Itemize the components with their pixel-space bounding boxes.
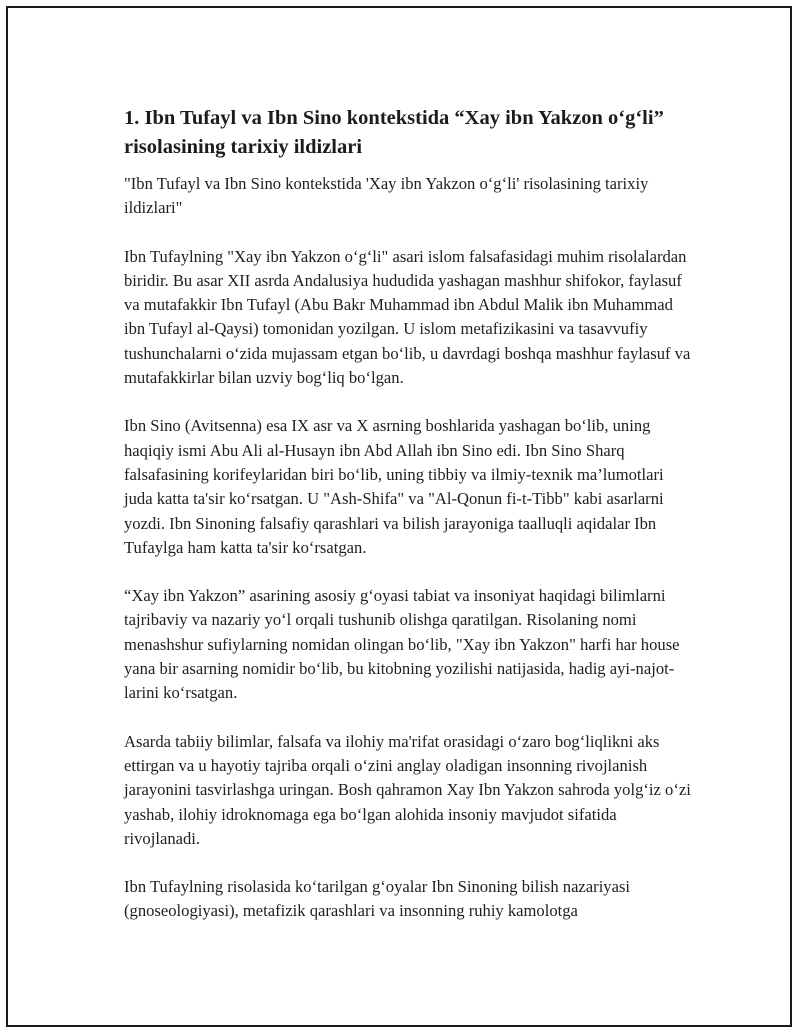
paragraph-ibn-tufayl-intro: Ibn Tufaylning "Xay ibn Yakzon o‘g‘li" asari islom falsafasidagi muhim risolalardan biridir. Bu asar XII asrda Andalusiya hududida yashagan mashhur shifokor, faylasuf va mutafakkir Ibn Tufayl (Abu Bakr Muhammad ibn Abdul Malik ibn Muhammad ibn Tufayl al-Qaysi) tomonidan yozilgan. U islom metafizikasini va tasavvufiy tushunchalarni o‘zida mujassam etgan bo‘lib, u davrdagi boshqa mashhur faylasuf va mutafakkirlar bilan uzviy bog‘liq bo‘lgan. bbox=[124, 246, 691, 388]
section-heading: 1. Ibn Tufayl va Ibn Sino kontekstida “Xay ibn Yakzon o‘g‘li” risolasining tarixiy ildizlari bbox=[124, 107, 664, 158]
paragraph-ibn-sino: Ibn Sino (Avitsenna) esa IX asr va X asrning boshlarida yashagan bo‘lib, uning haqiqiy ismi Abu Ali al-Husayn ibn Abd Allah ibn Sino edi. Ibn Sino Sharq falsafasining korifeylaridan biri bo‘lib, uning tibbiy va ilmiy-texnik ma’lumotlari juda katta ta'sir ko‘rsatgan. U "Ash-Shifa" va "Al-Qonun fi-t-Tibb" kabi asarlarni yozdi. Ibn Sinoning falsafiy qarashlari va bilish jarayoniga taalluqli aqidalar Ibn Tufaylga ham katta ta'sir ko‘rsatgan. bbox=[124, 416, 664, 557]
page-frame bbox=[6, 6, 792, 1027]
paragraph-ideas-continued: Ibn Tufaylning risolasida ko‘tarilgan g‘oyalar Ibn Sinoning bilish nazariyasi (gnoseologiyasi), metafizik qarashlari va insonning ruhiy kamolotga bbox=[124, 877, 631, 921]
paragraph-protagonist: Asarda tabiiy bilimlar, falsafa va ilohiy ma'rifat orasidagi o‘zaro bog‘liqlikni aks ettirgan va u hayotiy tajriba orqali o‘zini anglay oladigan insonning rivojlanish jarayonini tasvirlashga uringan. Bosh qahramon Xay Ibn Yakzon sahroda yolg‘iz o‘zi yashab, ilohiy idroknomaga ega bo‘lgan alohida insoniy mavjudot sifatida rivojlanadi. bbox=[124, 731, 691, 848]
document-body bbox=[124, 104, 694, 948]
paragraph-quoted-title: "Ibn Tufayl va Ibn Sino kontekstida 'Xay ibn Yakzon o‘g‘li' risolasining tarixiy ildizlari" bbox=[124, 174, 649, 218]
paragraph-main-idea: “Xay ibn Yakzon” asarining asosiy g‘oyasi tabiat va insoniyat haqidagi bilimlarni tajribaviy va nazariy yo‘l orqali tushunib olishga qaratilgan. Risolaning nomi menashshur sufiylarning nomidan olingan bo‘lib, "Xay ibn Yakzon" harfi har house yana bir asarning nomidir bo‘lib, bu kitobning yozilishi natijasida, hadig ayi-najot-larini ko‘rsatgan. bbox=[124, 586, 680, 703]
